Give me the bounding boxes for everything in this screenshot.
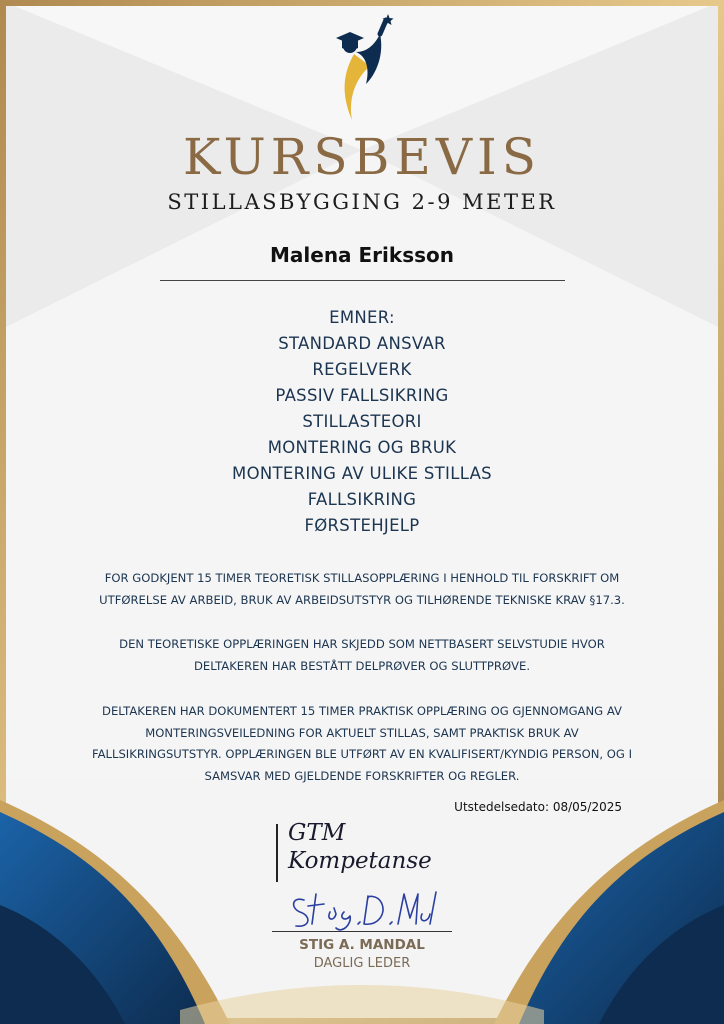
logo-text-gtm: GTM <box>288 820 346 846</box>
topic-item: MONTERING AV ULIKE STILLAS <box>232 464 492 483</box>
approval-paragraph <box>20 568 704 611</box>
participant-name: Malena Eriksson <box>270 243 454 267</box>
logo-text-kompetanse: Kompetanse <box>288 848 432 874</box>
handwritten-signature <box>286 884 446 934</box>
signature-line <box>272 931 452 932</box>
topic-item: STILLASTEORI <box>302 412 422 431</box>
topics-heading: EMNER: <box>329 308 395 327</box>
course-subtitle: STILLASBYGGING 2-9 METER <box>167 190 557 214</box>
topic-item: FALLSIKRING <box>307 490 417 509</box>
paragraph-line: SAMSVAR MED GJELDENDE FORSKRIFTER OG REGLER. <box>204 768 520 783</box>
paragraph-line: FALLSIKRINGSUTSTYR. OPPLÆRINGEN BLE UTFØRT AV EN KVALIFISERT/KYNDIG PERSON, OG I <box>91 747 632 761</box>
paragraph-line: DELTAKEREN HAR DOKUMENTERT 15 TIMER PRAKTISK OPPLÆRING OG GJENNOMGANG AV <box>102 704 622 718</box>
topic-item: MONTERING OG BRUK <box>267 438 457 457</box>
topic-item: FØRSTEHJELP <box>304 516 420 535</box>
paragraph-line: FOR GODKJENT 15 TIMER TEORETISK STILLASOPPLÆRING I HENHOLD TIL FORSKRIFT OM <box>104 571 620 585</box>
theory-paragraph <box>20 634 704 677</box>
paragraph-line: DELTAKEREN HAR BESTÅTT DELPRØVER OG SLUTTPRØVE. <box>193 658 531 673</box>
practical-paragraph <box>20 701 704 787</box>
topic-item: REGELVERK <box>312 360 412 379</box>
paragraph-line: MONTERINGSVEILEDNING FOR AKTUELT STILLAS, SAMT PRAKTISK BRUK AV <box>145 725 579 740</box>
name-underline <box>160 280 565 281</box>
signer-name: STIG A. MANDAL <box>299 937 425 953</box>
issue-date: Utstedelsedato: 08/05/2025 <box>454 800 622 814</box>
company-logo <box>276 820 476 884</box>
paragraph-line: UTFØRELSE AV ARBEID, BRUK AV ARBEIDSUTSTYR OG TILHØRENDE TEKNISKE KRAV §17.3. <box>99 592 625 607</box>
certificate-title: KURSBEVIS <box>183 128 541 186</box>
topic-item: STANDARD ANSVAR <box>278 334 446 353</box>
topic-item: PASSIV FALLSIKRING <box>275 386 449 405</box>
topics-list <box>0 305 724 539</box>
signer-title: DAGLIG LEDER <box>313 956 411 971</box>
logo-bar <box>276 824 278 882</box>
graduate-cap-figure-icon <box>326 12 398 124</box>
paragraph-line: DEN TEORETISKE OPPLÆRINGEN HAR SKJEDD SOM NETTBASERT SELVSTUDIE HVOR <box>119 637 605 651</box>
